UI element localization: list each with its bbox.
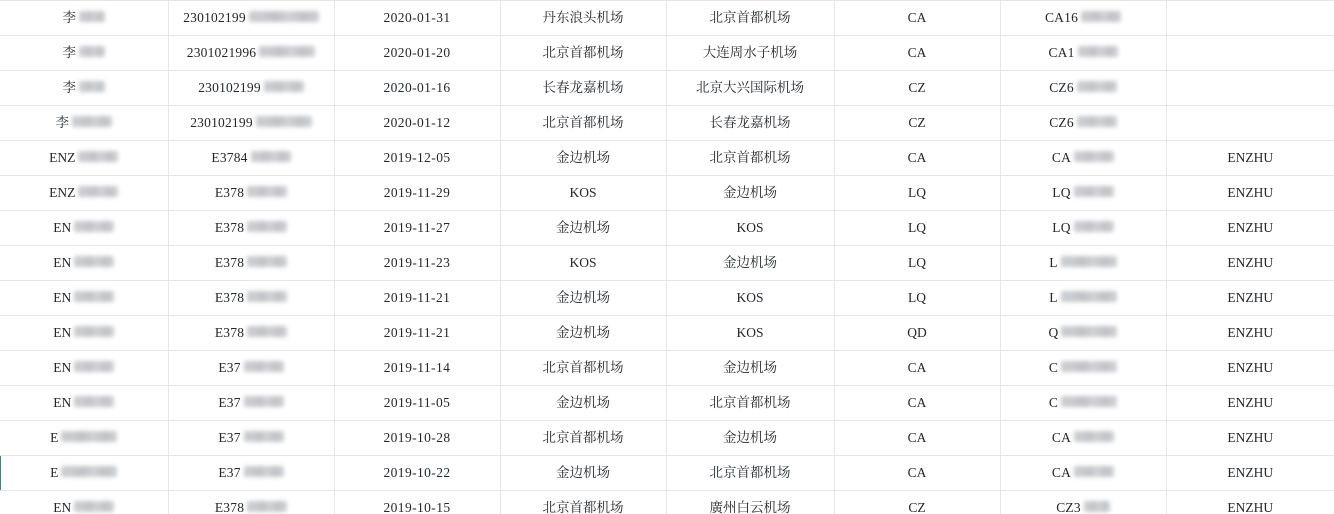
cell-departure-airport-text: 北京首都机场 [542,45,624,60]
cell-passenger-name [0,351,168,386]
cell-airline-code [834,386,1000,421]
cell-flight-date [334,141,500,176]
cell-booking-reference-text: ENZHU [1227,360,1274,375]
cell-flight-date-text: 2019-10-22 [383,465,451,480]
redaction-blur [247,221,287,232]
cell-arrival-airport-text: 廣州白云机场 [709,500,791,514]
cell-booking-reference [1166,491,1334,514]
cell-departure-airport-text: 金边机场 [556,150,610,165]
redaction-blur [74,221,114,232]
cell-flight-number [1000,246,1166,281]
cell-booking-reference [1166,351,1334,386]
cell-booking-reference-text: ENZHU [1227,465,1274,480]
cell-id-number-text: 230102199 [190,115,253,130]
redaction-blur [1074,431,1114,442]
cell-airline-code-text: CA [907,395,927,410]
cell-arrival-airport [666,71,834,106]
cell-airline-code [834,421,1000,456]
cell-departure-airport-text: 金边机场 [556,465,610,480]
cell-passenger-name-text: 李 [62,10,76,25]
table-row[interactable] [0,316,1334,351]
cell-arrival-airport-text: 金边机场 [723,430,777,445]
cell-arrival-airport [666,456,834,491]
cell-id-number [168,36,334,71]
cell-id-number-text: 230102199 [183,10,246,25]
cell-passenger-name-text: EN [53,360,72,375]
cell-flight-date [334,386,500,421]
cell-flight-date [334,456,500,491]
cell-flight-date-text: 2019-11-23 [383,255,451,270]
cell-airline-code [834,491,1000,514]
cell-departure-airport-text: 金边机场 [556,290,610,305]
cell-flight-number [1000,421,1166,456]
cell-arrival-airport-text: 金边机场 [723,360,777,375]
cell-flight-number-text: CA [1051,430,1072,445]
cell-flight-number [1000,36,1166,71]
cell-flight-date-text: 2019-11-14 [383,360,451,375]
cell-passenger-name [0,141,168,176]
redaction-blur [1074,186,1114,197]
cell-passenger-name-text: EN [53,290,72,305]
redaction-blur [79,46,105,57]
cell-arrival-airport-text: 金边机场 [723,185,777,200]
cell-arrival-airport-text: 长春龙嘉机场 [709,115,791,130]
cell-flight-date [334,316,500,351]
cell-passenger-name [0,1,168,36]
cell-flight-number [1000,106,1166,141]
cell-booking-reference-text: ENZHU [1227,430,1274,445]
cell-departure-airport [500,1,666,36]
table-row[interactable] [0,351,1334,386]
cell-departure-airport [500,491,666,514]
redaction-blur [78,186,118,197]
cell-arrival-airport [666,1,834,36]
redaction-blur [1061,361,1117,372]
cell-id-number-text: E378 [214,255,245,270]
cell-flight-number-text: CA [1051,150,1072,165]
cell-airline-code [834,36,1000,71]
cell-id-number [168,386,334,421]
cell-booking-reference [1166,106,1334,141]
cell-departure-airport [500,71,666,106]
cell-arrival-airport-text: 北京大兴国际机场 [696,80,804,95]
cell-departure-airport-text: 北京首都机场 [542,500,624,514]
cell-departure-airport [500,351,666,386]
cell-flight-date [334,421,500,456]
cell-passenger-name [0,106,168,141]
cell-flight-date-text: 2020-01-16 [383,80,451,95]
cell-arrival-airport [666,421,834,456]
cell-flight-number-text: LQ [1052,185,1071,200]
cell-flight-number-text: LQ [1052,220,1071,235]
cell-airline-code [834,176,1000,211]
cell-id-number [168,456,334,491]
cell-passenger-name-text: E [50,465,59,480]
cell-flight-date [334,351,500,386]
cell-flight-number [1000,491,1166,514]
redaction-blur [247,256,287,267]
cell-airline-code [834,246,1000,281]
cell-flight-date-text: 2019-10-15 [383,500,451,514]
cell-booking-reference-text: ENZHU [1227,150,1274,165]
cell-airline-code-text: CZ [908,115,926,130]
cell-departure-airport-text: KOS [569,185,597,200]
redaction-blur [74,256,114,267]
cell-booking-reference [1166,211,1334,246]
cell-arrival-airport-text: 北京首都机场 [709,465,791,480]
table-body [0,1,1334,514]
cell-id-number-text: E378 [214,290,245,305]
cell-id-number-text: E378 [214,185,245,200]
cell-airline-code-text: CA [907,360,927,375]
redaction-blur [247,501,287,512]
cell-id-number-text: E378 [214,500,245,514]
redaction-blur [1074,151,1114,162]
cell-flight-date [334,246,500,281]
cell-passenger-name-text: EN [53,500,72,514]
cell-id-number-text: 2301021996 [186,45,257,60]
redaction-blur [244,431,284,442]
cell-booking-reference [1166,71,1334,106]
table-row[interactable] [0,1,1334,36]
cell-arrival-airport [666,281,834,316]
redaction-blur [61,431,117,442]
cell-departure-airport-text: 北京首都机场 [542,360,624,375]
cell-booking-reference [1166,1,1334,36]
cell-flight-date [334,176,500,211]
redaction-blur [247,326,287,337]
cell-flight-number-text: C [1048,360,1059,375]
cell-airline-code [834,211,1000,246]
cell-departure-airport [500,176,666,211]
cell-id-number-text: E3784 [211,150,248,165]
cell-airline-code [834,141,1000,176]
cell-passenger-name-text: ENZ [49,185,76,200]
cell-booking-reference-text: ENZHU [1227,290,1274,305]
redaction-blur [1081,11,1121,22]
table-row[interactable] [0,281,1334,316]
cell-booking-reference [1166,421,1334,456]
cell-flight-number [1000,386,1166,421]
cell-passenger-name-text: ENZ [49,150,76,165]
cell-flight-date-text: 2020-01-31 [383,10,451,25]
cell-departure-airport [500,141,666,176]
redaction-blur [256,116,312,127]
cell-arrival-airport [666,141,834,176]
cell-departure-airport-text: 北京首都机场 [542,115,624,130]
cell-departure-airport [500,106,666,141]
cell-arrival-airport-text: KOS [736,220,764,235]
cell-id-number [168,106,334,141]
cell-flight-number [1000,141,1166,176]
cell-passenger-name [0,71,168,106]
cell-passenger-name-text: EN [53,325,72,340]
cell-flight-date-text: 2020-01-12 [383,115,451,130]
table-row[interactable] [0,141,1334,176]
cell-departure-airport [500,386,666,421]
cell-id-number [168,491,334,514]
redaction-blur [244,396,284,407]
redaction-blur [244,361,284,372]
cell-airline-code [834,71,1000,106]
cell-passenger-name [0,281,168,316]
cell-airline-code [834,351,1000,386]
cell-airline-code-text: CZ [908,80,926,95]
cell-id-number [168,211,334,246]
cell-flight-number-text: Q [1048,325,1059,340]
cell-passenger-name [0,386,168,421]
cell-passenger-name-text: EN [53,255,72,270]
redaction-blur [1077,116,1117,127]
cell-departure-airport [500,456,666,491]
redaction-blur [74,326,114,337]
redaction-blur [74,501,114,512]
cell-passenger-name-text: 李 [55,115,69,130]
redaction-blur [251,151,291,162]
cell-id-number [168,141,334,176]
cell-flight-date [334,491,500,514]
cell-airline-code-text: LQ [908,255,926,270]
cell-flight-date [334,71,500,106]
redaction-blur [247,186,287,197]
cell-flight-number-text: CA [1051,465,1072,480]
cell-id-number-text: E37 [218,465,241,480]
cell-airline-code-text: CZ [908,500,926,514]
redaction-blur [1084,501,1110,512]
cell-id-number [168,351,334,386]
cell-flight-date-text: 2019-10-28 [383,430,451,445]
cell-flight-date [334,106,500,141]
cell-airline-code-text: CA [907,45,927,60]
cell-passenger-name [0,211,168,246]
cell-departure-airport [500,211,666,246]
cell-arrival-airport-text: KOS [736,290,764,305]
cell-arrival-airport-text: 大连周水子机场 [702,45,798,60]
cell-passenger-name-text: E [50,430,59,445]
cell-flight-date [334,281,500,316]
table-row[interactable] [0,246,1334,281]
cell-passenger-name-text: 李 [62,80,76,95]
table-row[interactable] [0,71,1334,106]
redaction-blur [74,396,114,407]
cell-passenger-name-text: EN [53,220,72,235]
cell-arrival-airport [666,36,834,71]
cell-flight-number-text: CZ6 [1049,115,1074,130]
cell-departure-airport [500,316,666,351]
cell-booking-reference [1166,316,1334,351]
cell-id-number [168,1,334,36]
cell-flight-number-text: CZ6 [1049,80,1074,95]
cell-booking-reference-text: ENZHU [1227,395,1274,410]
cell-passenger-name [0,36,168,71]
cell-arrival-airport-text: 金边机场 [723,255,777,270]
cell-arrival-airport-text: KOS [736,325,764,340]
cell-booking-reference [1166,246,1334,281]
cell-departure-airport [500,281,666,316]
redaction-blur [74,291,114,302]
cell-id-number [168,246,334,281]
cell-airline-code-text: CA [907,10,927,25]
redaction-blur [1078,46,1118,57]
table-row[interactable] [0,421,1334,456]
cell-departure-airport-text: KOS [569,255,597,270]
cell-departure-airport-text: 金边机场 [556,220,610,235]
table-row[interactable] [0,176,1334,211]
cell-flight-number-text: L [1049,290,1058,305]
cell-booking-reference-text: ENZHU [1227,325,1274,340]
table-row[interactable] [0,36,1334,71]
cell-flight-number [1000,351,1166,386]
cell-flight-number-text: L [1049,255,1058,270]
cell-id-number [168,421,334,456]
redaction-blur [249,11,319,22]
redaction-blur [1061,256,1117,267]
cell-airline-code-text: QD [907,325,927,340]
cell-passenger-name [0,316,168,351]
cell-flight-number-text: CA16 [1044,10,1079,25]
cell-booking-reference-text: ENZHU [1227,220,1274,235]
cell-airline-code [834,456,1000,491]
cell-airline-code-text: LQ [908,290,926,305]
redaction-blur [78,151,118,162]
table-row[interactable] [0,386,1334,421]
cell-arrival-airport [666,316,834,351]
cell-passenger-name-text: EN [53,395,72,410]
cell-id-number-text: E37 [218,395,241,410]
redaction-blur [1074,466,1114,477]
cell-flight-number [1000,316,1166,351]
cell-flight-number [1000,456,1166,491]
cell-departure-airport [500,246,666,281]
cell-passenger-name [0,176,168,211]
cell-booking-reference-text: ENZHU [1227,500,1274,514]
cell-arrival-airport [666,176,834,211]
cell-departure-airport-text: 丹东浪头机场 [542,10,624,25]
cell-airline-code-text: CA [907,465,927,480]
cell-passenger-name [0,456,168,491]
cell-flight-date-text: 2019-11-27 [383,220,451,235]
cell-flight-number [1000,176,1166,211]
redaction-blur [1074,221,1114,232]
table-row[interactable] [0,456,1334,491]
cell-arrival-airport-text: 北京首都机场 [709,150,791,165]
cell-flight-number-text: CZ3 [1056,500,1081,514]
cell-airline-code [834,316,1000,351]
cell-flight-date [334,211,500,246]
cell-flight-number [1000,211,1166,246]
table-row[interactable] [0,106,1334,141]
cell-arrival-airport-text: 北京首都机场 [709,10,791,25]
cell-arrival-airport [666,246,834,281]
cell-flight-date [334,1,500,36]
cell-airline-code-text: CA [907,150,927,165]
cell-flight-date [334,36,500,71]
table-row[interactable] [0,211,1334,246]
cell-booking-reference [1166,36,1334,71]
redaction-blur [259,46,315,57]
cell-airline-code-text: LQ [908,185,926,200]
cell-flight-date-text: 2019-12-05 [383,150,451,165]
cell-id-number-text: E37 [218,430,241,445]
cell-booking-reference [1166,386,1334,421]
cell-airline-code-text: LQ [908,220,926,235]
cell-arrival-airport-text: 北京首都机场 [709,395,791,410]
cell-booking-reference [1166,456,1334,491]
redaction-blur [1061,291,1117,302]
cell-arrival-airport [666,106,834,141]
cell-flight-number [1000,71,1166,106]
cell-flight-date-text: 2019-11-05 [383,395,451,410]
cell-passenger-name [0,491,168,514]
table-row[interactable] [0,491,1334,514]
cell-flight-date-text: 2020-01-20 [383,45,451,60]
cell-passenger-name [0,246,168,281]
cell-departure-airport [500,421,666,456]
cell-flight-number-text: C [1048,395,1059,410]
redaction-blur [79,81,105,92]
cell-booking-reference [1166,141,1334,176]
cell-booking-reference [1166,176,1334,211]
cell-flight-number [1000,1,1166,36]
redaction-blur [1077,81,1117,92]
cell-id-number-text: E378 [214,220,245,235]
cell-passenger-name-text: 李 [62,45,76,60]
cell-id-number-text: E37 [218,360,241,375]
cell-flight-date-text: 2019-11-21 [383,290,451,305]
cell-passenger-name [0,421,168,456]
cell-airline-code [834,106,1000,141]
cell-departure-airport-text: 金边机场 [556,325,610,340]
redaction-blur [264,81,304,92]
redaction-blur [1061,326,1117,337]
cell-departure-airport [500,36,666,71]
redaction-blur [244,466,284,477]
redaction-blur [72,116,112,127]
cell-arrival-airport [666,351,834,386]
redaction-blur [74,361,114,372]
redaction-blur [247,291,287,302]
cell-airline-code [834,281,1000,316]
redaction-blur [79,11,105,22]
cell-id-number [168,281,334,316]
cell-flight-number [1000,281,1166,316]
cell-flight-date-text: 2019-11-21 [383,325,451,340]
cell-id-number-text: E378 [214,325,245,340]
cell-id-number-text: 230102199 [198,80,261,95]
redaction-blur [1061,396,1117,407]
cell-booking-reference-text: ENZHU [1227,255,1274,270]
cell-departure-airport-text: 长春龙嘉机场 [542,80,624,95]
cell-booking-reference-text: ENZHU [1227,185,1274,200]
cell-airline-code-text: CA [907,430,927,445]
cell-id-number [168,176,334,211]
cell-flight-date-text: 2019-11-29 [383,185,451,200]
cell-flight-number-text: CA1 [1048,45,1075,60]
cell-departure-airport-text: 金边机场 [556,395,610,410]
cell-arrival-airport [666,491,834,514]
cell-booking-reference [1166,281,1334,316]
cell-airline-code [834,1,1000,36]
cell-arrival-airport [666,211,834,246]
cell-arrival-airport [666,386,834,421]
cell-departure-airport-text: 北京首都机场 [542,430,624,445]
cell-id-number [168,71,334,106]
redaction-blur [61,466,117,477]
cell-id-number [168,316,334,351]
